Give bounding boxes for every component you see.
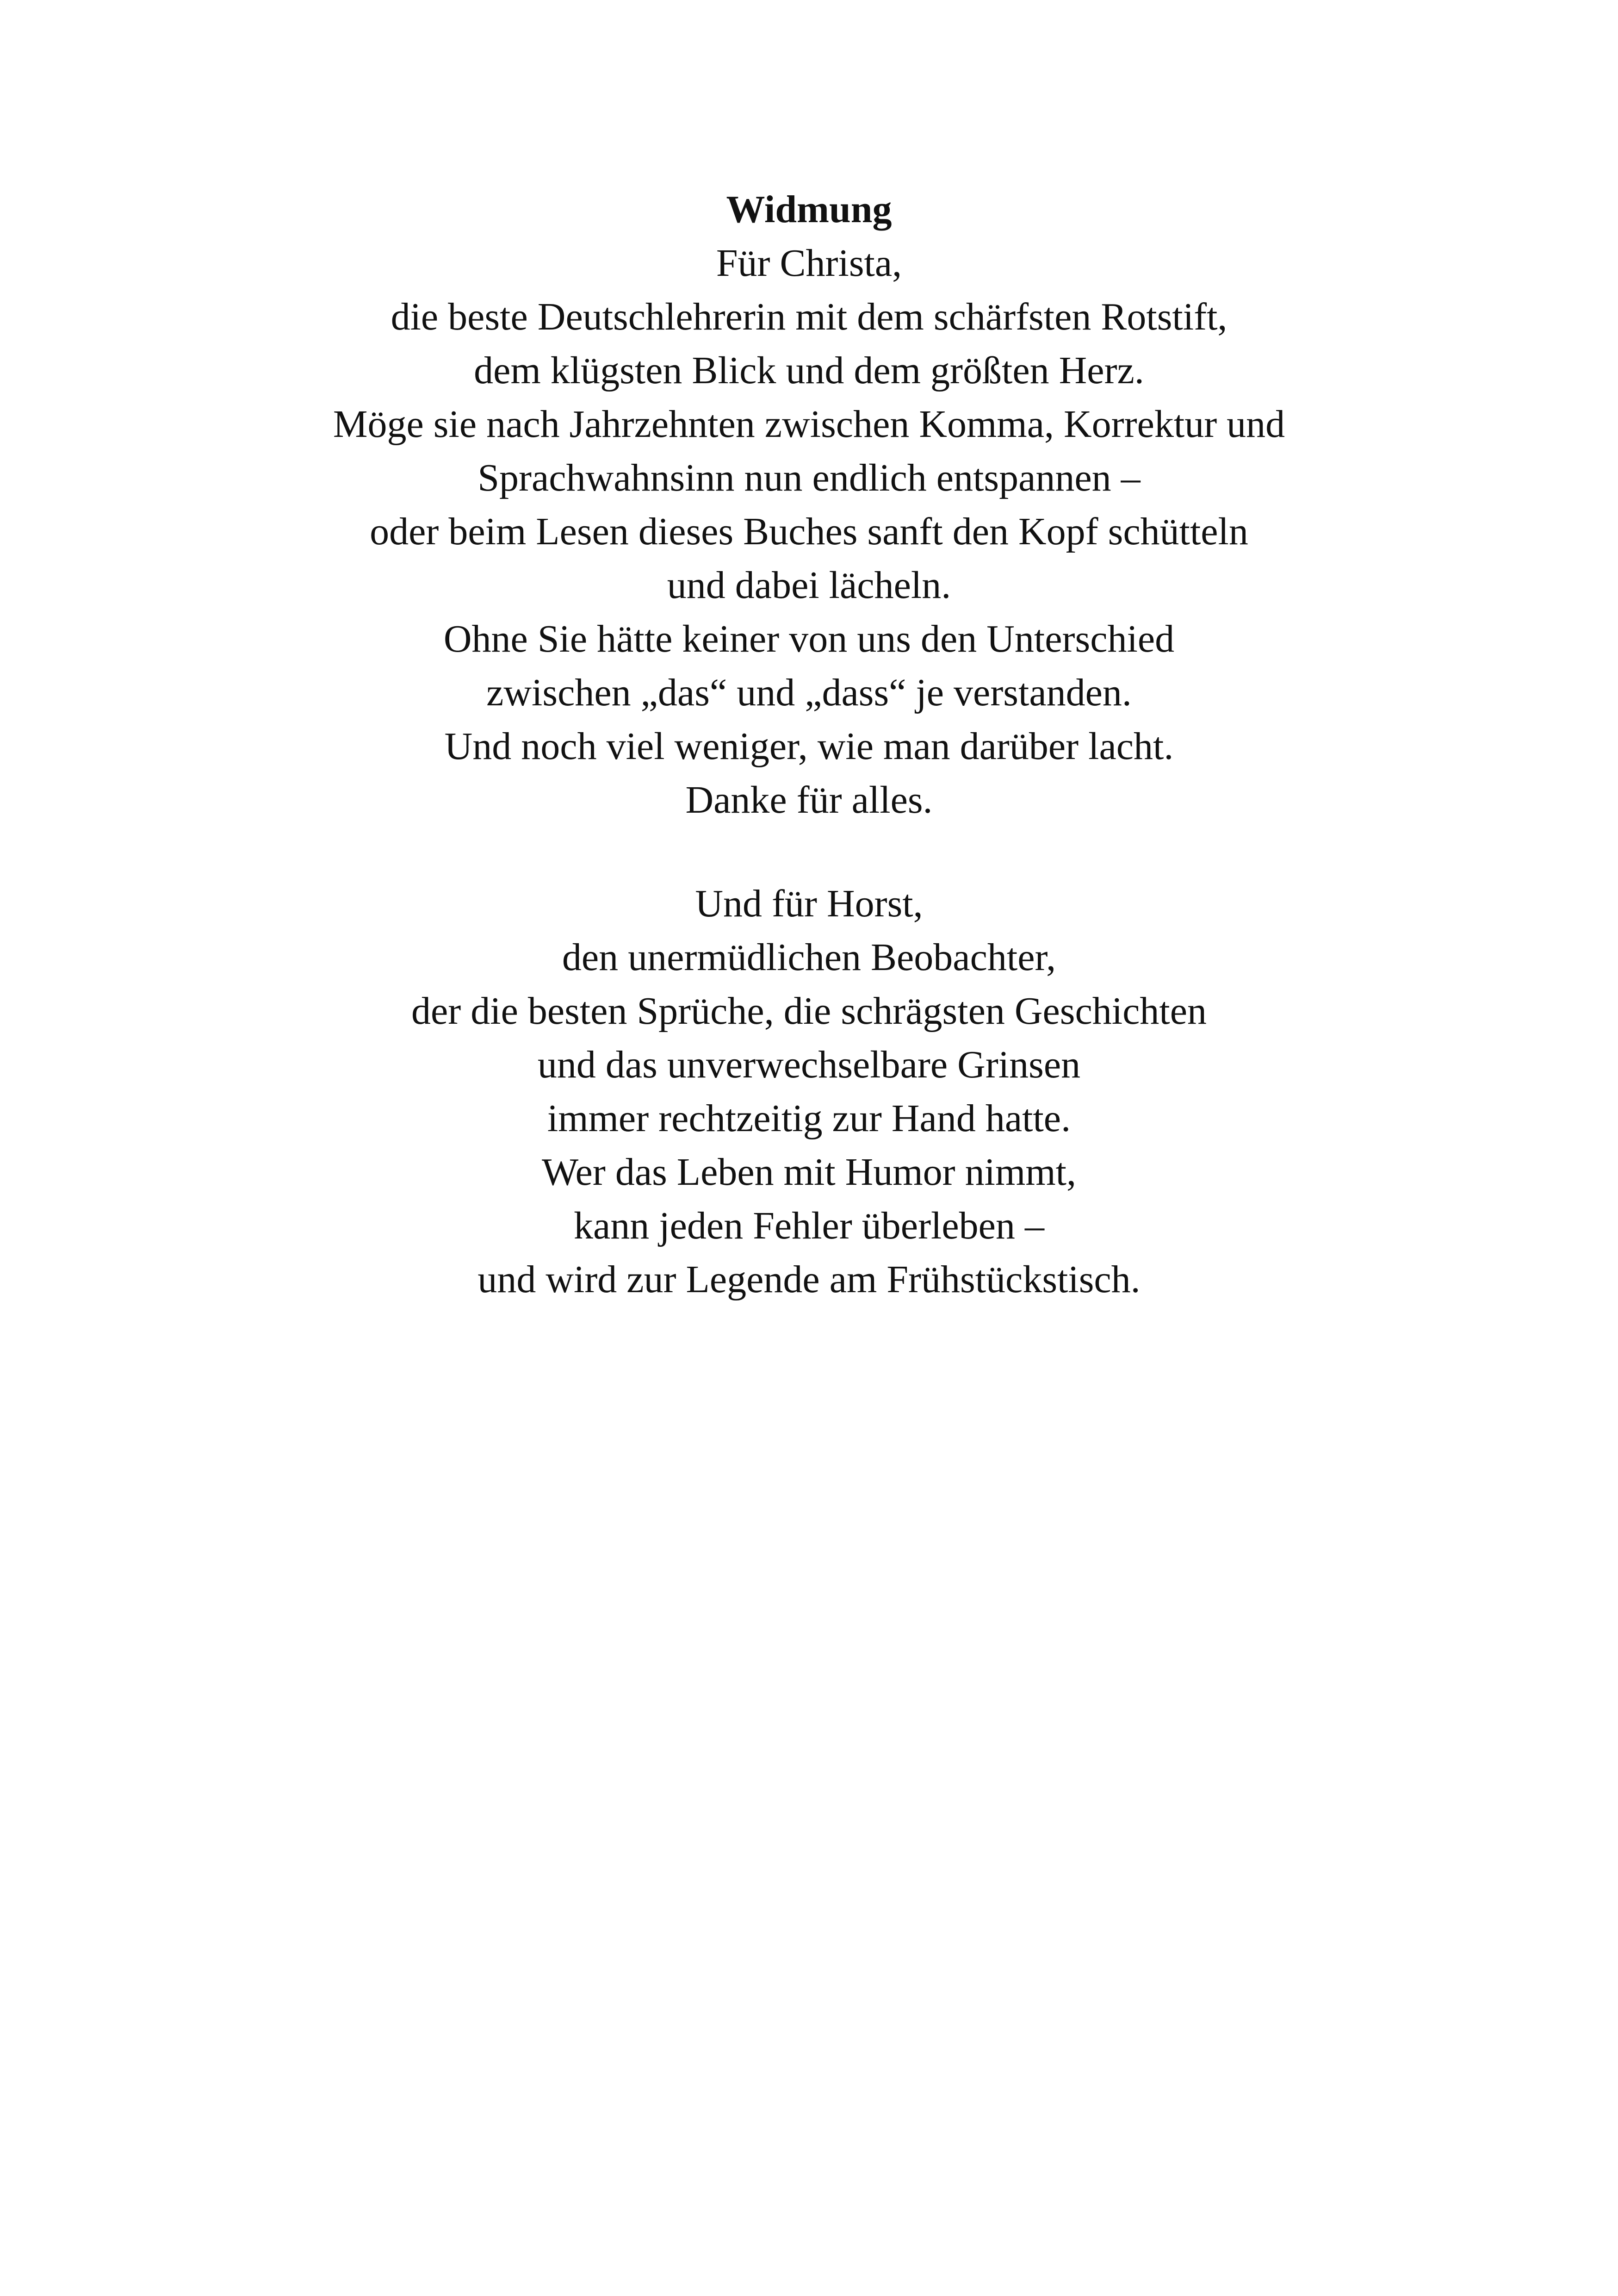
text-line: immer rechtzeitig zur Hand hatte. [547,1097,1071,1140]
page-title: Widmung [726,188,892,231]
text-line: zwischen „das“ und „dass“ je verstanden. [486,671,1132,714]
text-line: die beste Deutschlehrerin mit dem schärfsten Rotstift, [391,295,1227,338]
text-line: kann jeden Fehler überleben – [574,1204,1044,1247]
stanza-horst [0,877,1618,1307]
text-line: dem klügsten Blick und dem größten Herz. [474,349,1144,392]
dedication-block [0,183,1618,1307]
text-line: Und noch viel weniger, wie man darüber lacht. [444,725,1174,768]
text-line: Wer das Leben mit Humor nimmt, [542,1151,1076,1194]
text-line: oder beim Lesen dieses Buches sanft den Kopf schütteln [370,510,1248,553]
text-line: den unermüdlichen Beobachter, [562,936,1056,979]
text-line: der die besten Sprüche, die schrägsten Geschichten [411,989,1207,1033]
text-line: Für Christa, [716,242,902,285]
text-line: und das unverwechselbare Grinsen [537,1043,1081,1086]
stanza-divider [0,827,1618,877]
text-line: Und für Horst, [695,882,923,925]
text-line: Ohne Sie hätte keiner von uns den Unterschied [443,617,1175,660]
text-line: und wird zur Legende am Frühstückstisch. [477,1258,1141,1301]
text-line: Danke für alles. [685,778,933,821]
text-line: und dabei lächeln. [667,564,951,607]
stanza-christa [0,236,1618,827]
text-line: Sprachwahnsinn nun endlich entspannen – [477,456,1141,499]
text-line: Möge sie nach Jahrzehnten zwischen Komma, Korrektur und [333,403,1285,446]
